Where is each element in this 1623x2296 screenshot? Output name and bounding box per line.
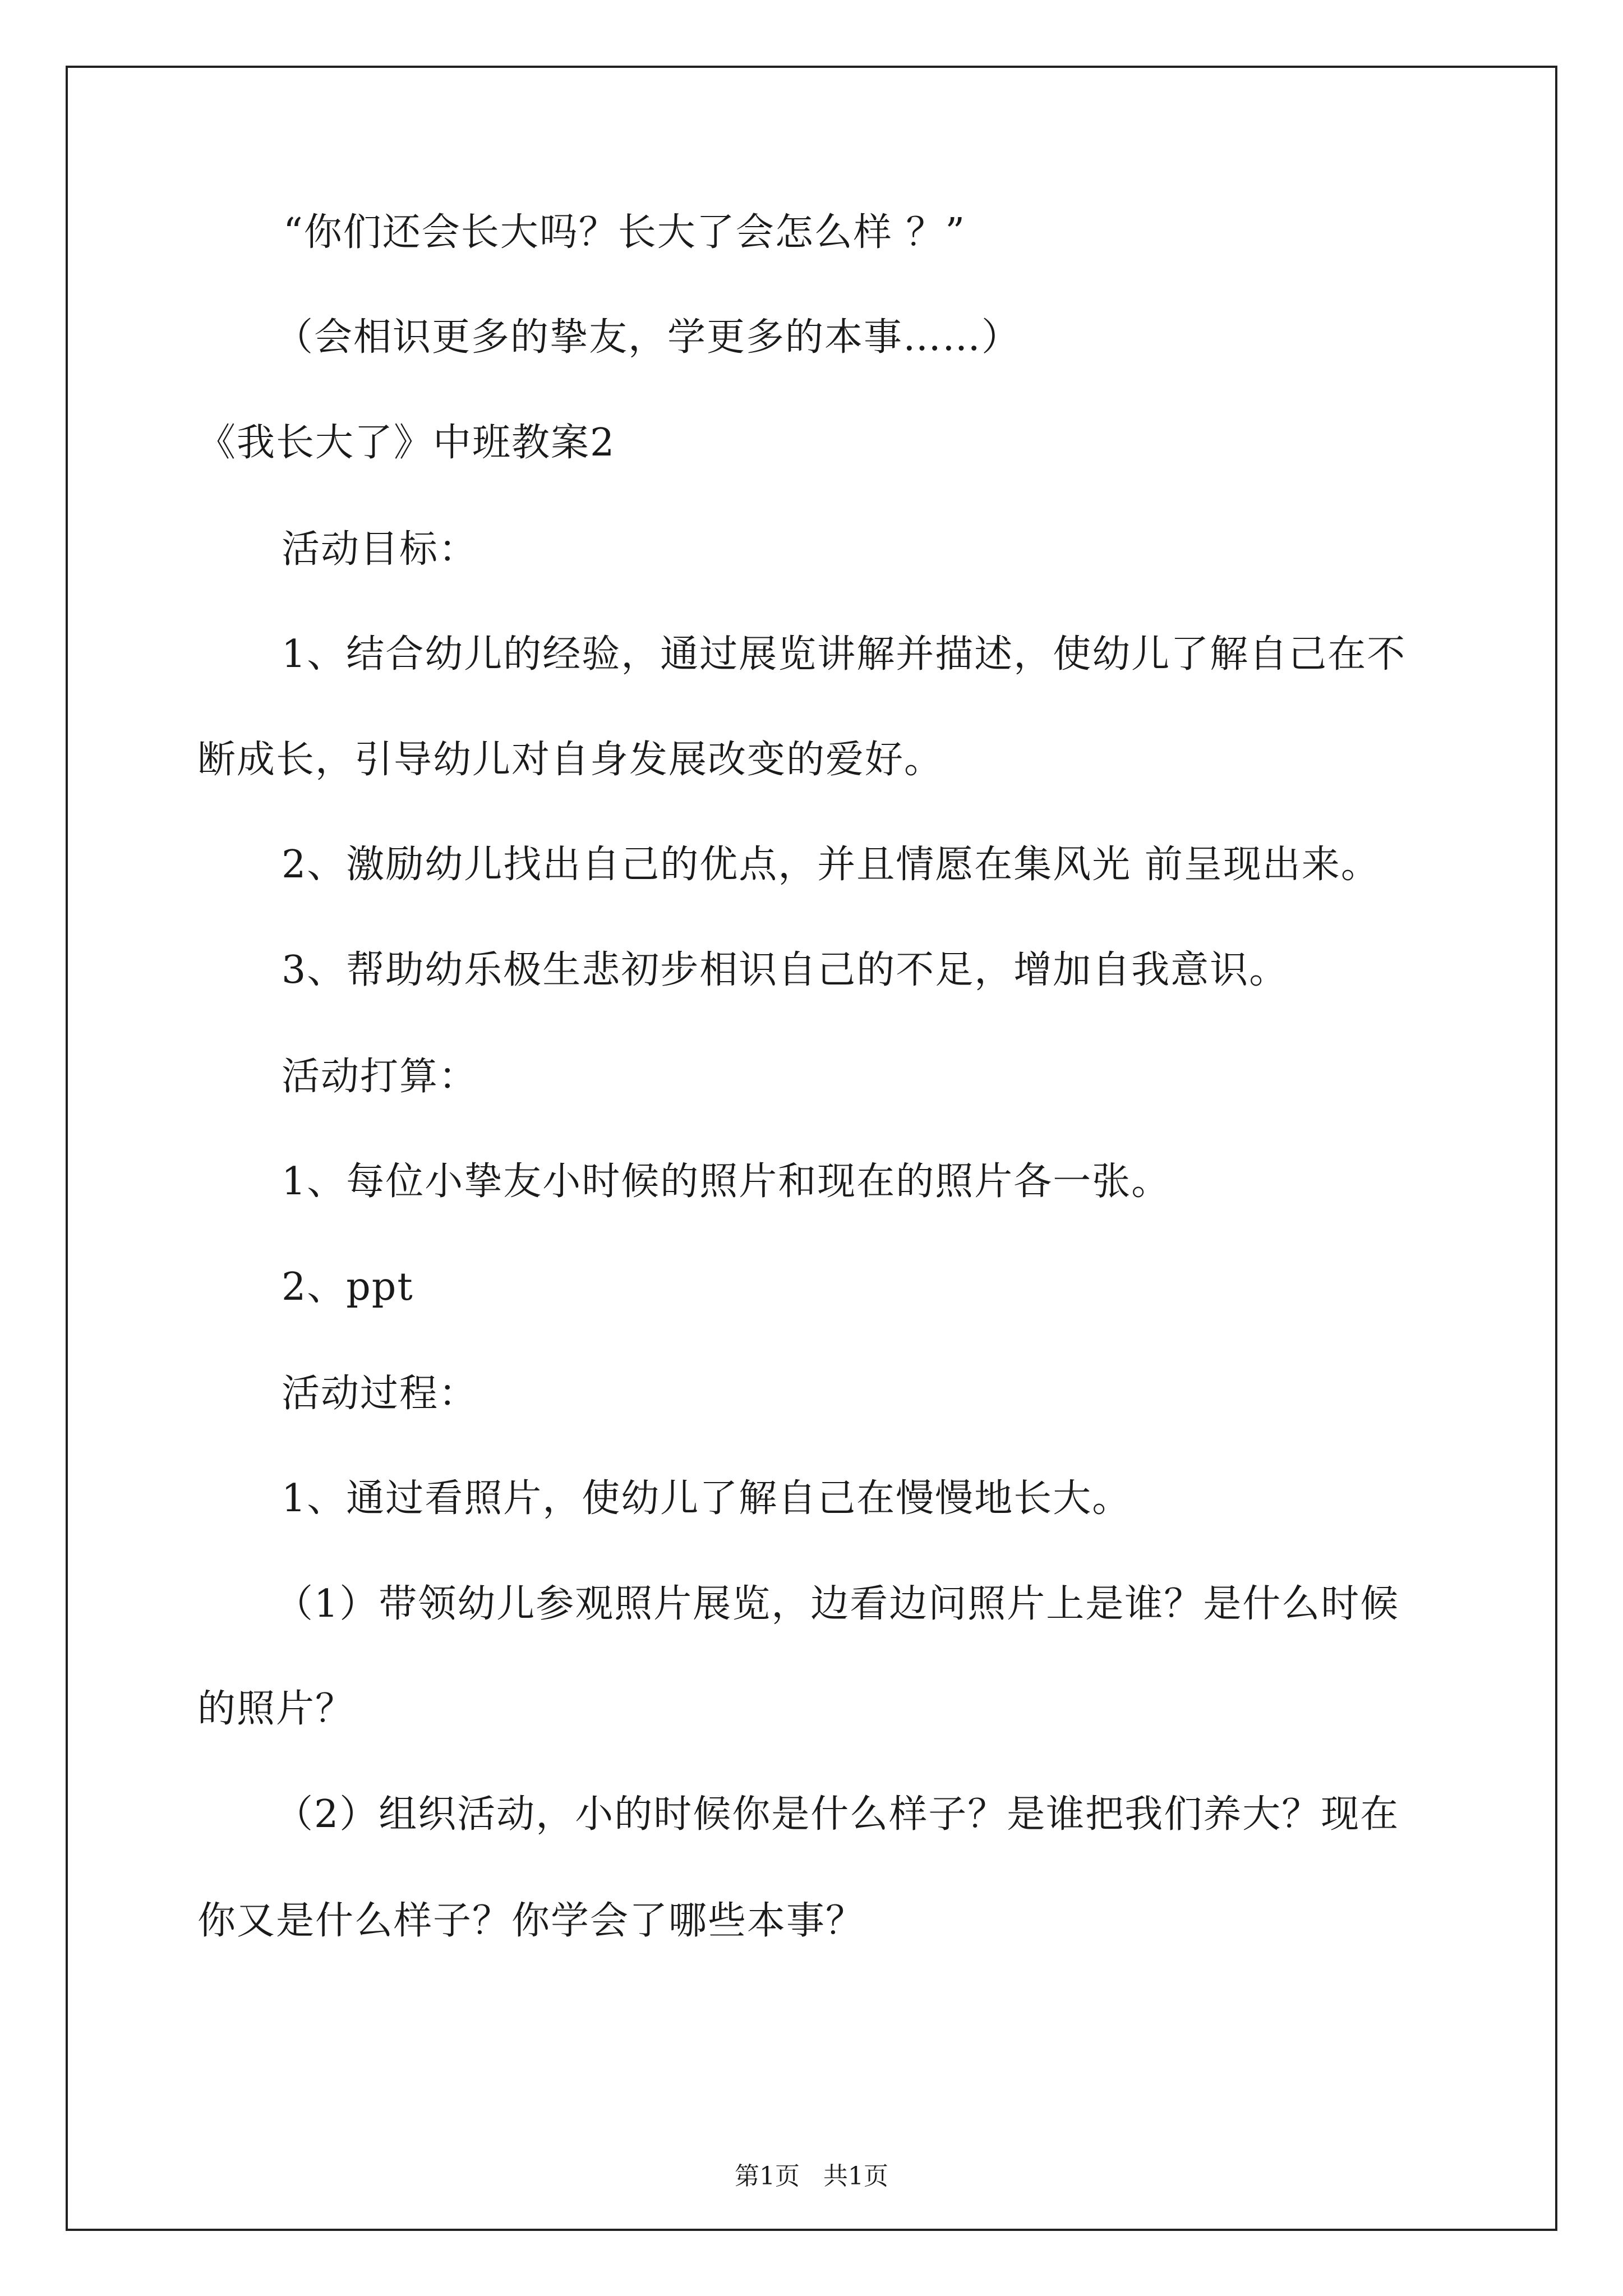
section-title: 《我长大了》中班教案2 bbox=[197, 421, 616, 465]
heading-process: 活动过程： bbox=[282, 1372, 478, 1416]
process-1-1-line-1: （1）带领幼儿参观照片展览，边看边问照片上是谁？是什么时候 bbox=[275, 1582, 1400, 1626]
process-1-1-line-2: 的照片？ bbox=[197, 1687, 355, 1731]
process-1-2-line-2: 你又是什么样子？你学会了哪些本事？ bbox=[197, 1899, 865, 1943]
goal-1-line-1: 1、结合幼儿的经验，通过展览讲解并描述，使幼儿了解自己在不 bbox=[282, 632, 1407, 677]
page-footer: 第1页 共1页 bbox=[735, 2162, 888, 2191]
answer-line: （会相识更多的挚友，学更多的本事……） bbox=[275, 315, 1021, 360]
goal-2: 2、激励幼儿找出自己的优点，并且情愿在集风光 前呈现出来。 bbox=[282, 843, 1380, 887]
heading-preparation: 活动打算： bbox=[282, 1055, 478, 1099]
goal-1-line-2: 断成长，引导幼儿对自身发展改变的爱好。 bbox=[197, 738, 944, 782]
heading-goals: 活动目标： bbox=[282, 527, 478, 572]
quote-line: “你们还会长大吗？长大了会怎么样 ？” bbox=[283, 210, 966, 255]
process-1: 1、通过看照片，使幼儿了解自己在慢慢地长大。 bbox=[282, 1476, 1132, 1521]
preparation-1: 1、每位小挚友小时候的照片和现在的照片各一张。 bbox=[282, 1159, 1171, 1204]
process-1-2-line-1: （2）组织活动，小的时候你是什么样子？是谁把我们养大？现在 bbox=[275, 1792, 1400, 1837]
preparation-2: 2、ppt bbox=[282, 1265, 414, 1309]
goal-3: 3、帮助幼乐极生悲初步相识自己的不足，增加自我意识。 bbox=[282, 948, 1289, 992]
